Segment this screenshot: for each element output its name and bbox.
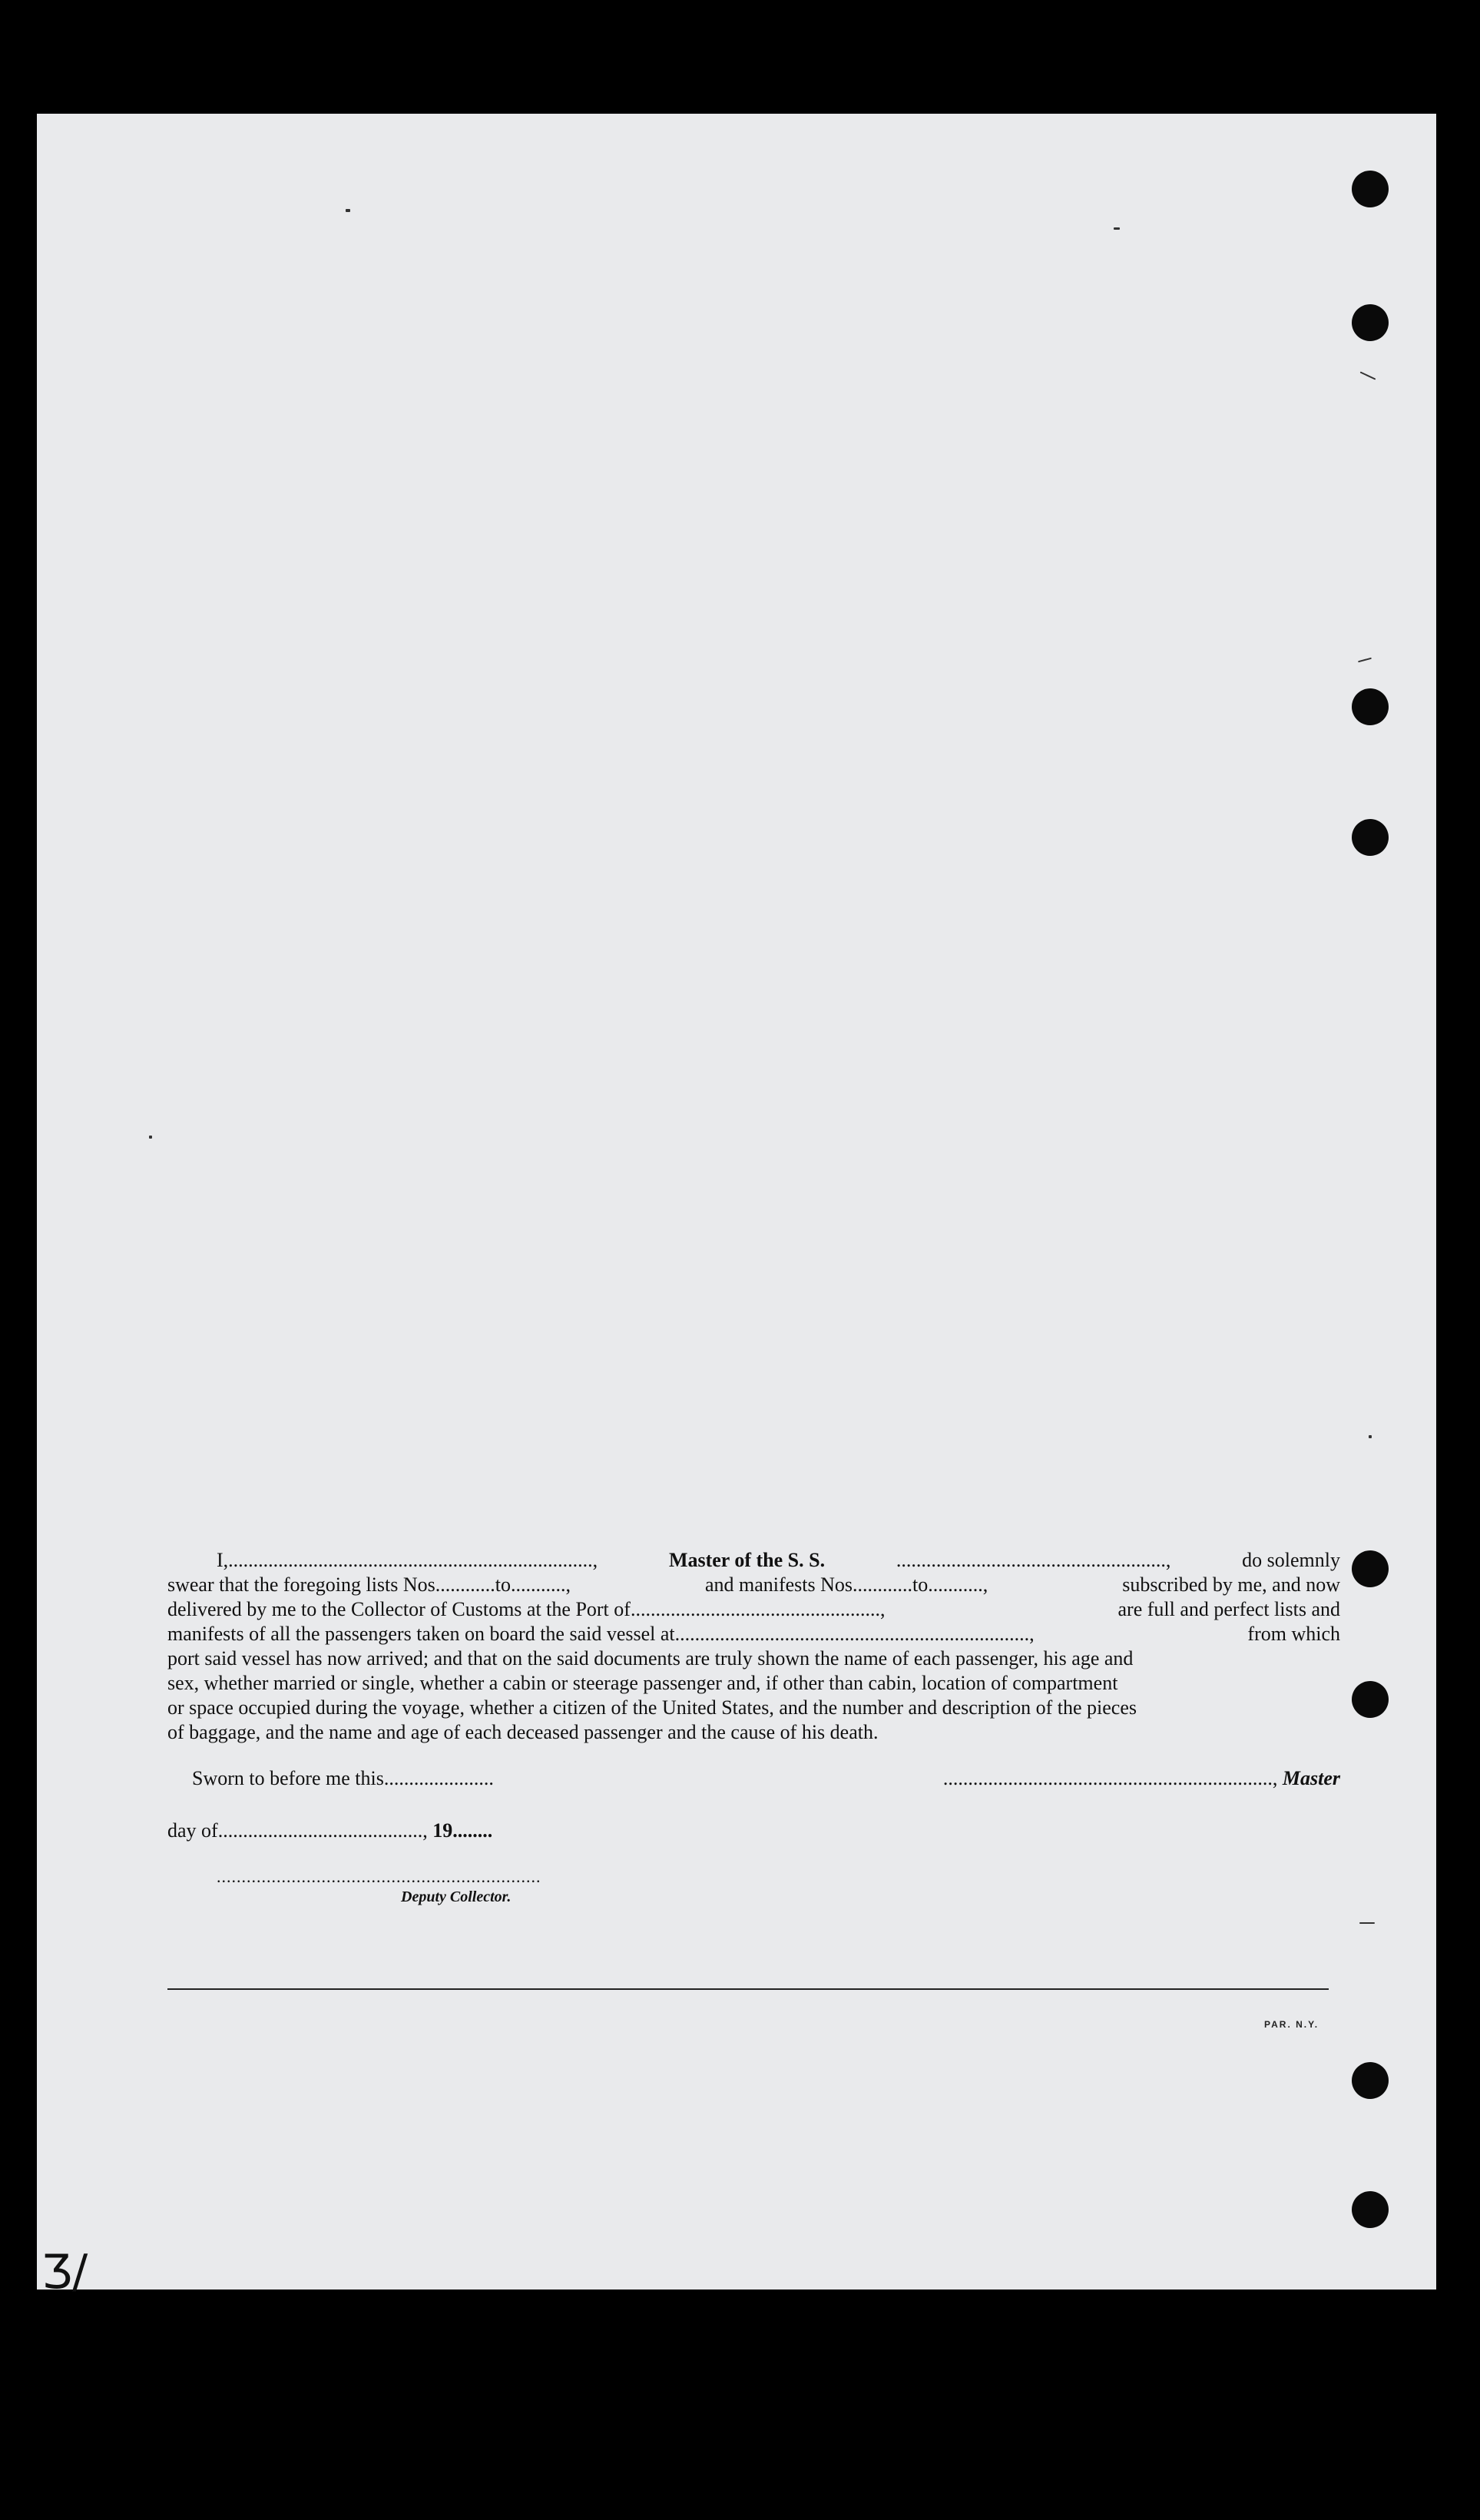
speck <box>1359 1922 1375 1924</box>
oath-line-1 <box>167 1548 1340 1573</box>
sworn-before-text: Sworn to before me this...................... <box>192 1767 494 1789</box>
punch-hole-4 <box>1352 819 1389 856</box>
footer-rule <box>167 1988 1329 1990</box>
oath-text: manifests of all the passengers taken on board the said vessel at......................................................................., <box>167 1623 1035 1645</box>
punch-hole-3 <box>1352 688 1389 725</box>
day-row <box>167 1819 492 1842</box>
oath-line-6 <box>167 1671 1340 1696</box>
oath-text: sex, whether married or single, whether a cabin or steerage passenger and, if other than cabin, location of compartment <box>167 1672 1118 1694</box>
oath-line-3 <box>167 1597 1340 1622</box>
oath-text: do solemnly <box>1242 1549 1340 1571</box>
oath-text: and manifests Nos............to..........., <box>704 1573 988 1596</box>
printer-mark: PAR. N.Y. <box>1264 2019 1319 2030</box>
year-text: 19........ <box>432 1819 493 1842</box>
speck <box>1360 371 1376 380</box>
speck <box>1114 227 1120 230</box>
deputy-signature-blank: ................................................................. <box>217 1867 541 1886</box>
speck <box>1369 1435 1372 1438</box>
oath-text: from which <box>1247 1623 1340 1645</box>
oath-master-name-blank: I,........................................................................., <box>217 1549 598 1571</box>
oath-text: delivered by me to the Collector of Customs at the Port of.................................................., <box>167 1598 886 1620</box>
punch-hole-2 <box>1352 304 1389 341</box>
speck <box>1358 658 1372 663</box>
speck <box>346 209 350 212</box>
oath-ship-name-blank: ......................................................, <box>896 1549 1171 1571</box>
punch-hole-6 <box>1352 1681 1389 1718</box>
master-label: Master <box>1282 1767 1340 1789</box>
oath-line-5 <box>167 1646 1340 1671</box>
oath-ship-label: Master of the S. S. <box>668 1549 826 1571</box>
oath-text: of baggage, and the name and age of each deceased passenger and the cause of his death. <box>167 1721 879 1743</box>
punch-hole-8 <box>1352 2191 1389 2228</box>
master-signature-line <box>943 1767 1340 1790</box>
oath-text: swear that the foregoing lists Nos............to..........., <box>167 1573 571 1596</box>
oath-paragraph <box>167 1548 1340 1745</box>
speck <box>149 1136 152 1139</box>
oath-line-7 <box>167 1696 1340 1720</box>
oath-text: port said vessel has now arrived; and that on the said documents are truly shown the name of each passenger, his age and <box>167 1647 1134 1670</box>
manifest-page <box>37 114 1436 2290</box>
oath-text: subscribed by me, and now <box>1122 1573 1340 1596</box>
day-of-text: day of........................................., <box>167 1819 428 1842</box>
punch-hole-7 <box>1352 2062 1389 2099</box>
punch-hole-1 <box>1352 171 1389 207</box>
sworn-row <box>167 1767 1340 1790</box>
deputy-collector-label: Deputy Collector. <box>401 1888 512 1905</box>
handwritten-margin-mark: Ʒ/ <box>41 2245 88 2299</box>
oath-line-2 <box>167 1573 1340 1597</box>
oath-line-8 <box>167 1720 1340 1745</box>
oath-text: are full and perfect lists and <box>1117 1598 1340 1620</box>
punch-hole-5 <box>1352 1550 1389 1587</box>
oath-text: or space occupied during the voyage, whether a citizen of the United States, and the number and description of the pieces <box>167 1696 1137 1719</box>
master-signature-blank: .................................................................., <box>942 1767 1278 1789</box>
oath-line-4 <box>167 1622 1340 1646</box>
